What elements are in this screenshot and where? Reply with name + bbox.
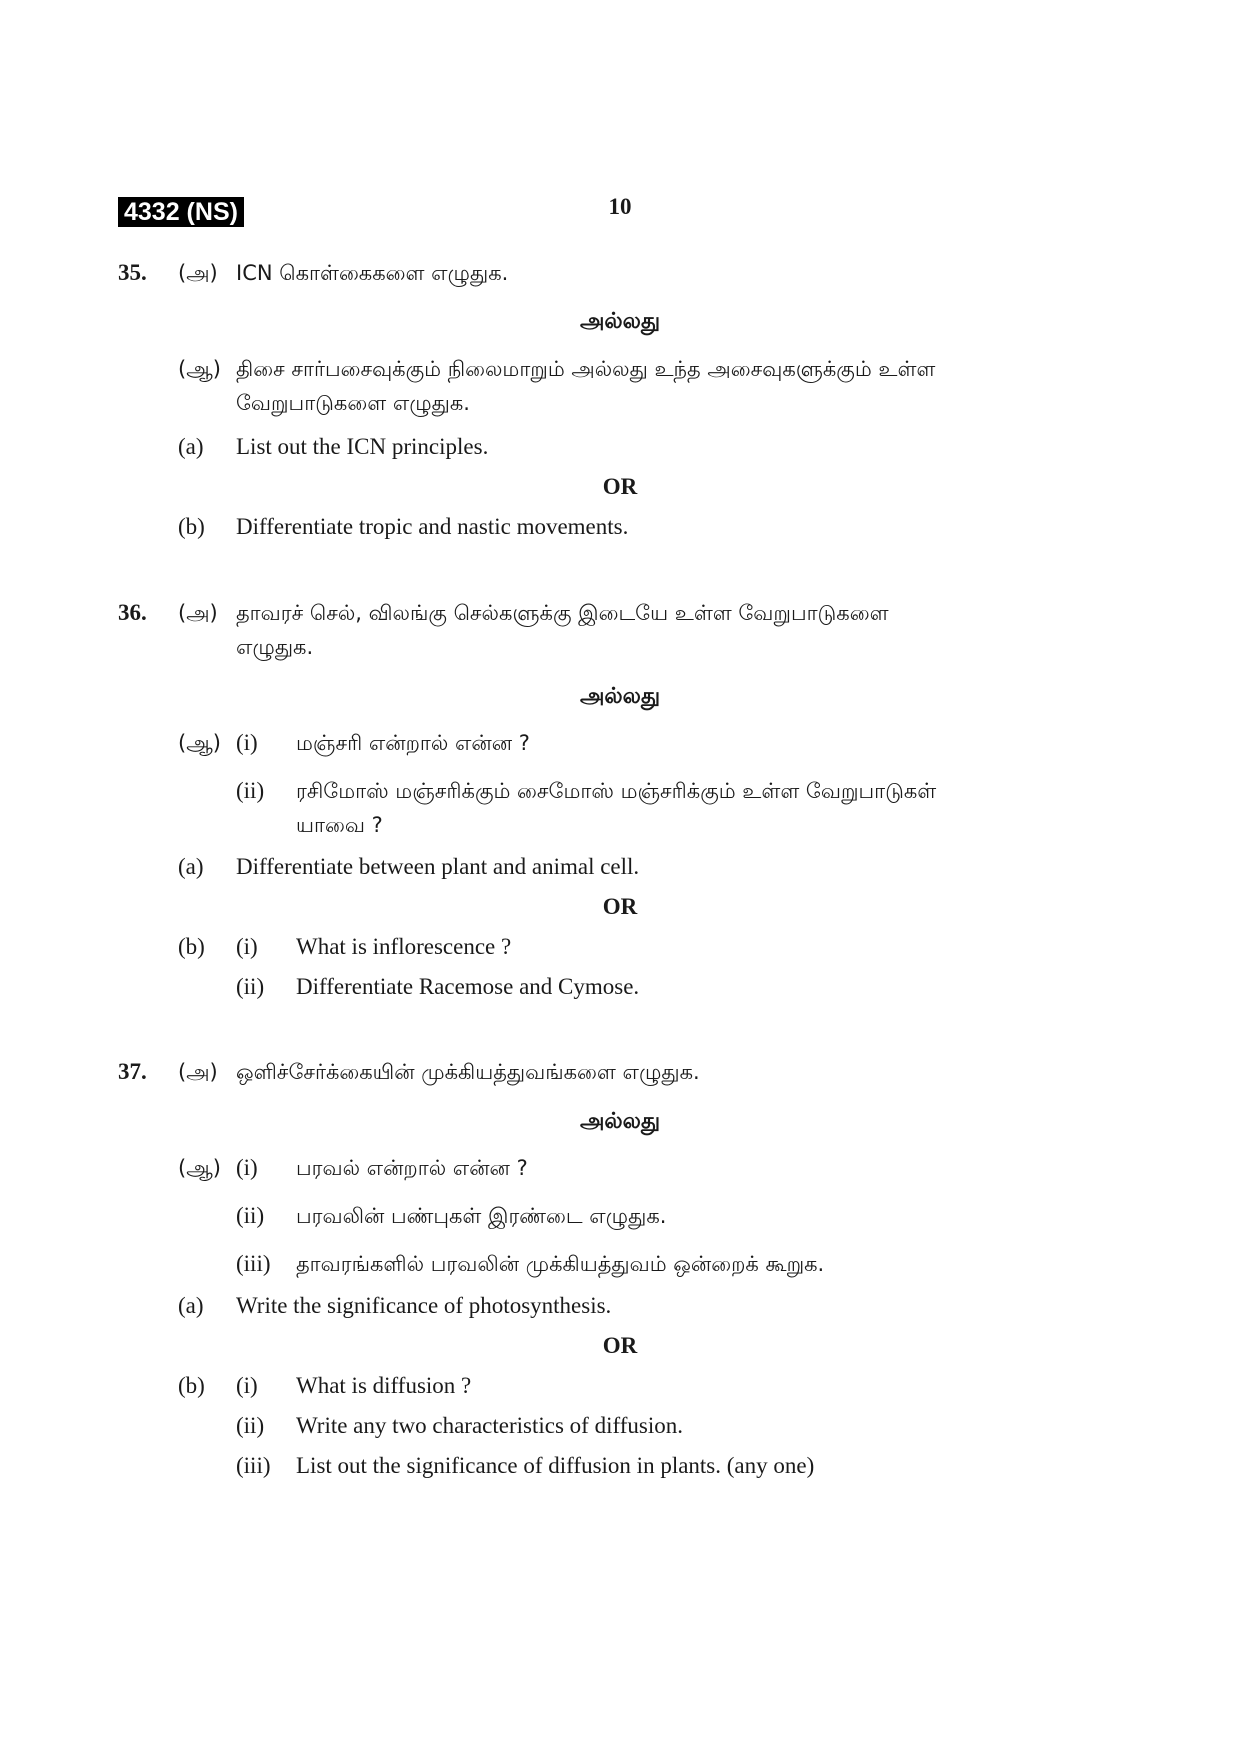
question-text: ICN கொள்கைகளை எழுதுக. bbox=[236, 261, 509, 285]
question-text: திசை சார்பசைவுக்கும் நிலைமாறும் அல்லது உந்த அசைவுகளுக்கும் உள்ள bbox=[236, 357, 936, 381]
option-marker: (a) bbox=[178, 1293, 204, 1318]
or-divider: OR bbox=[602, 474, 638, 499]
question-text: List out the ICN principles. bbox=[236, 434, 489, 459]
question-number: 35. bbox=[118, 260, 147, 285]
question-text: ஒளிச்சேர்க்கையின் முக்கியத்துவங்களை எழுதுக. bbox=[236, 1060, 700, 1084]
or-divider: OR bbox=[602, 894, 638, 919]
question-text: வேறுபாடுகளை எழுதுக. bbox=[236, 391, 470, 415]
option-marker: (a) bbox=[178, 434, 204, 459]
question-number: 36. bbox=[118, 600, 147, 625]
question-text: Write any two characteristics of diffusion. bbox=[296, 1413, 683, 1438]
paper-code-badge: 4332 (NS) bbox=[118, 197, 244, 227]
option-marker: (அ) bbox=[178, 261, 218, 285]
question-number: 37. bbox=[118, 1059, 147, 1084]
question-text: Write the significance of photosynthesis. bbox=[236, 1293, 612, 1318]
sub-marker: (ii) bbox=[236, 1413, 265, 1438]
option-marker: (b) bbox=[178, 1373, 205, 1398]
option-marker: (a) bbox=[178, 854, 204, 879]
page-number: 10 bbox=[608, 194, 632, 219]
option-marker: (அ) bbox=[178, 1060, 218, 1084]
sub-marker: (iii) bbox=[236, 1251, 271, 1276]
question-text: தாவரச் செல், விலங்கு செல்களுக்கு இடையே உள்ள வேறுபாடுகளை bbox=[236, 601, 889, 625]
option-marker: (அ) bbox=[178, 601, 218, 625]
or-divider-tamil: அல்லது bbox=[579, 684, 661, 709]
sub-marker: (iii) bbox=[236, 1453, 271, 1478]
question-text: மஞ்சரி என்றால் என்ன ? bbox=[296, 731, 530, 755]
question-text: தாவரங்களில் பரவலின் முக்கியத்துவம் ஒன்றைக் கூறுக. bbox=[296, 1252, 825, 1276]
option-marker: (ஆ) bbox=[178, 357, 221, 381]
question-text: Differentiate between plant and animal cell. bbox=[236, 854, 640, 879]
option-marker: (ஆ) bbox=[178, 731, 221, 755]
question-text: ரசிமோஸ் மஞ்சரிக்கும் சைமோஸ் மஞ்சரிக்கும் உள்ள வேறுபாடுகள் bbox=[296, 779, 937, 803]
option-marker: (b) bbox=[178, 514, 205, 539]
sub-marker: (i) bbox=[236, 934, 258, 959]
sub-marker: (ii) bbox=[236, 974, 265, 999]
question-text: எழுதுக. bbox=[236, 635, 314, 659]
question-text: Differentiate tropic and nastic movements. bbox=[236, 514, 629, 539]
question-text: யாவை ? bbox=[296, 813, 383, 837]
question-text: What is diffusion ? bbox=[296, 1373, 472, 1398]
option-marker: (ஆ) bbox=[178, 1156, 221, 1180]
option-marker: (b) bbox=[178, 934, 205, 959]
question-text: பரவலின் பண்புகள் இரண்டை எழுதுக. bbox=[296, 1204, 667, 1228]
or-divider-tamil: அல்லது bbox=[579, 1109, 661, 1134]
sub-marker: (ii) bbox=[236, 778, 265, 803]
or-divider: OR bbox=[602, 1333, 638, 1358]
sub-marker: (i) bbox=[236, 730, 258, 755]
sub-marker: (ii) bbox=[236, 1203, 265, 1228]
sub-marker: (i) bbox=[236, 1155, 258, 1180]
question-text: What is inflorescence ? bbox=[296, 934, 512, 959]
sub-marker: (i) bbox=[236, 1373, 258, 1398]
question-text: List out the significance of diffusion in plants. (any one) bbox=[296, 1453, 815, 1478]
or-divider-tamil: அல்லது bbox=[579, 309, 661, 334]
question-text: Differentiate Racemose and Cymose. bbox=[296, 974, 640, 999]
question-text: பரவல் என்றால் என்ன ? bbox=[296, 1156, 528, 1180]
